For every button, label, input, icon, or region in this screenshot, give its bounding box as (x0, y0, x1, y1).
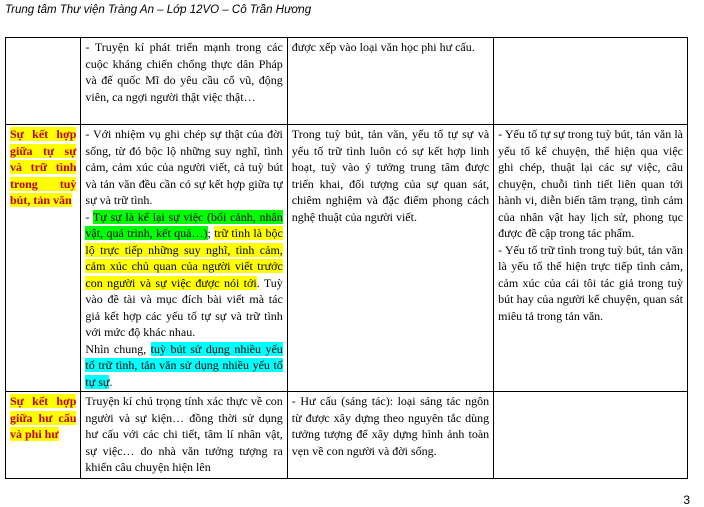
cell-text: - Với nhiệm vụ ghi chép sự thật của đời sống, từ đó bộc lộ những suy nghĩ, tình cảm, cảm xúc của người viết, cả tuỳ bút và tản văn đều cần có sự kết hợp giữa tự sự và trữ tình. (85, 127, 283, 207)
row-label-cell (6, 392, 81, 479)
cell-text-summary (85, 341, 282, 391)
dash-text: - (85, 209, 93, 224)
cell-text: - Hư cấu (sáng tác): loại sáng tác ngôn từ được xây dựng theo nguyên tắc dùng tưởng tượng để xây dựng hình ảnh toàn vẹn về con người và đời sống. (291, 394, 490, 458)
cell-text: - Yếu tố trữ tình trong tuỳ bút, tản văn là yếu tố thể hiện trực tiếp tình cảm, cảm xúc của cái tôi tác giả trong tuỳ bút hay của người kể chuyện, quan sát miêu tả trong tản văn. (498, 242, 683, 323)
summary-end: . (109, 374, 113, 389)
col3-cell (287, 38, 493, 125)
table-row (6, 38, 688, 125)
row-label: Sự kết hợp giữa tự sự và trữ tình trong tuỳ bút, tản văn (10, 127, 77, 207)
cyan-highlight: tuỳ bút sử dụng nhiều yếu tố trữ tình, tản văn sử dụng nhiều yếu tố tự sự (85, 341, 283, 389)
cell-text: - Yếu tố tự sự trong tuỳ bút, tản văn là yếu tố kể chuyện, thể hiện qua việc ghi chép, thuật lại các sự việc, câu chuyện, chuỗi tình tiết liên quan tới hành vi, diễn biến tâm trạng, tình cảm của nhân vật hay lịch sử, phong tục được đề cập trong tác phẩm. (498, 127, 683, 240)
col3-cell (287, 125, 493, 392)
page-header: Trung tâm Thư viện Tràng An – Lớp 12VO – Cô Trần Hương (5, 4, 312, 16)
col4-cell (494, 125, 688, 392)
summary-start: Nhìn chung, (85, 341, 151, 356)
green-highlight: Tự sự là kể lại sự việc (bối cảnh, nhân vật, quá trình, kết quả…) (85, 209, 283, 240)
col2-cell (81, 38, 287, 125)
row-label-cell (6, 38, 81, 125)
separator-text: ; (207, 226, 215, 240)
table-row (6, 392, 688, 479)
page-number: 3 (683, 493, 690, 507)
row-label-cell (6, 125, 81, 392)
cell-text-highlighted (85, 209, 282, 341)
rest-text: . Tuỳ vào đề tài và mục đích bài viết mà tác giả kết hợp các yếu tố tự sự và trữ tình với mức độ khác nhau. (85, 275, 283, 339)
col3-cell (287, 392, 493, 479)
col4-cell (494, 392, 688, 479)
cell-text: Trong tuỳ bút, tản văn, yếu tố tự sự và yếu tố trữ tình luôn có sự kết hợp linh hoạt, tuỳ vào ý tưởng trung tâm được triển khai, đối tượng của sự quan sát, chiêm nghiệm và đặc điểm phong cách nghệ thuật của người viết. (291, 127, 490, 224)
cell-text: - Truyện kí phát triển mạnh trong các cuộc kháng chiến chống thực dân Pháp và đế quốc Mĩ do yêu cầu cổ vũ, động viên, ca ngợi người thật việc thật… (85, 40, 283, 104)
table-row (6, 125, 688, 392)
col2-cell (81, 125, 287, 392)
row-label: Sự kết hợp giữa hư cấu và phi hư (10, 394, 77, 441)
col4-cell (494, 38, 688, 125)
col2-cell (81, 392, 287, 479)
comparison-table (5, 37, 688, 479)
cell-text: Truyện kí chú trọng tính xác thực về con người và sự kiện… đồng thời sử dụng hư cấu với các chi tiết, tâm lí nhân vật, sự việc… do nhà văn tưởng tượng ra khiến câu chuyện hiện lên (85, 394, 283, 474)
cell-text: được xếp vào loại văn học phi hư cấu. (291, 40, 475, 54)
yellow-highlight: trữ tình là bộc lộ trực tiếp những suy nghĩ, tình cảm, cảm xúc chủ quan của người viết trước con người và sự việc được nói tới (85, 226, 283, 290)
